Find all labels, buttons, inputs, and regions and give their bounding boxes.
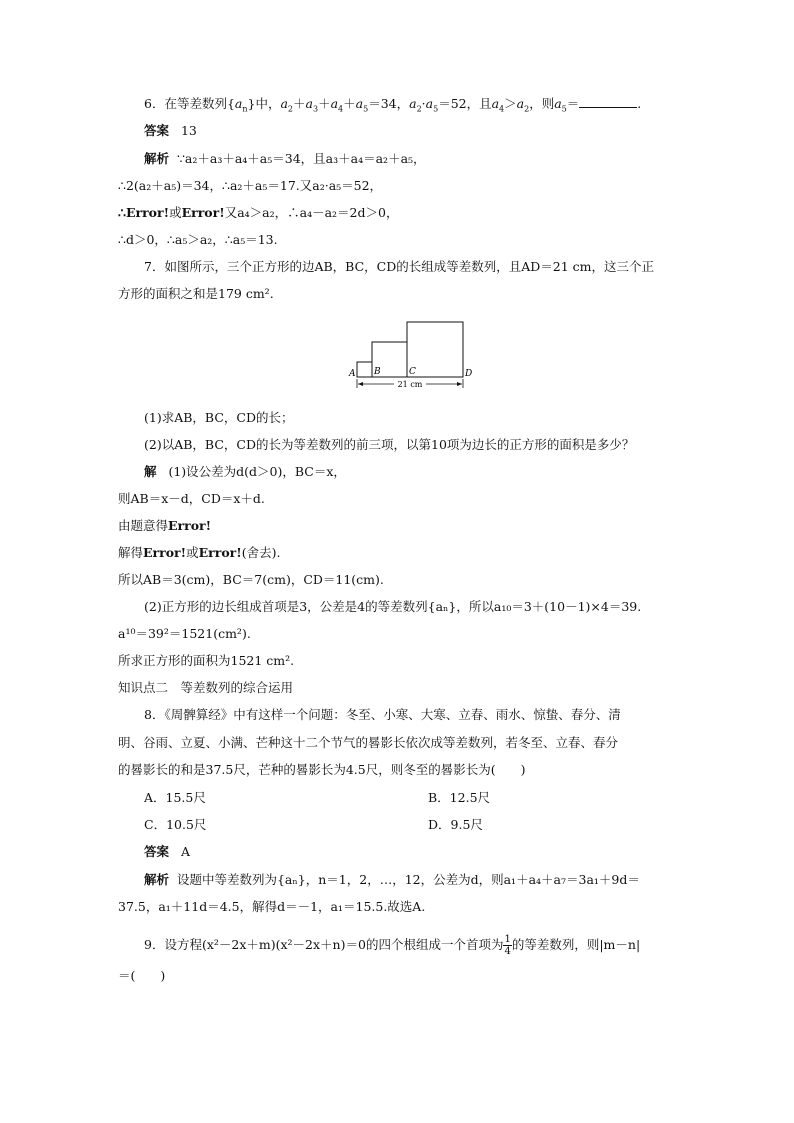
answer-label: 答案 [144,123,170,138]
q8-analysis-line2 [118,898,425,916]
squares-figure [340,318,480,390]
q7-stem-text1: 7．如图所示，三个正方形的边AB，BC，CD的长组成等差数列，且AD＝21 cm，这三个正 [144,259,655,274]
dim-arrow-left [358,382,363,386]
fraction-one-quarter [503,934,511,957]
q8-analysis-text1: 设题中等差数列为{aₙ}，n＝1，2，…，12，公差为d，则a₁＋a₄＋a₇＝3a₁＋9d＝ [176,872,640,887]
q7-solution-line5 [118,571,384,589]
q6-answer-blank [579,95,637,108]
fraction-numerator: 1 [504,934,511,945]
q8-options-row1 [144,789,206,807]
error-text: Error! [181,205,225,220]
q7-solution-line4 [118,544,280,562]
q8-stem-line3 [118,761,525,779]
q9-stem-text-b: 的等差数列，则|m－n| [511,937,641,952]
q8-stem-text1: 8．《周髀算经》中有这样一个问题：冬至、小寒、大寒、立春、雨水、惊蛰、春分、清 [144,707,621,722]
fraction-denominator: 4 [504,946,511,957]
q6-analysis-line3 [118,204,398,222]
q6-analysis-line2 [118,177,382,195]
q7-solution-line8 [118,652,294,670]
q8-analysis-text2: 37.5，a₁＋11d＝4.5，解得d＝－1，a₁＝15.5.故选A. [118,899,426,914]
q8-stem-text2: 明、谷雨、立夏、小满、芒种这十二个节气的晷影长依次成等差数列，若冬至、立春、春分 [118,735,619,750]
q7-solution-text4b: (舍去). [241,545,281,560]
point-d-label: D [465,369,473,379]
q7-solution-line1 [144,463,346,481]
q7-solution-text3: 由题意得 [118,518,169,533]
q6-analysis-line4 [118,231,278,249]
or-text: 或 [169,205,182,220]
q7-solution-text7: a¹⁰＝39²＝1521(cm²). [118,626,251,641]
q8-answer [144,843,190,861]
error-text: Error! [143,545,187,560]
q6-stem-text: 6．在等差数列$\{a_n\}$中，$a_2+a_3+a_4+a_5=34$，$a_2\cdot a_5=52$，且$a_4>a_2$，则$a_5=$ [144,96,580,114]
q7-solution-line2 [118,490,265,508]
error-text: ∴Error! [118,205,170,220]
q6-analysis-text2: ∴2(a₂＋a₅)＝34，∴a₂＋a₅＝17.又a₂·a₅＝52， [118,178,383,193]
q7-solution-line3 [118,517,211,535]
q8-option-b-wrap [428,789,490,807]
q7-solution-line7 [118,625,251,643]
q6-analysis-text4: ∴d＞0，∴a₅＞a₂，∴a₅＝13. [118,232,278,247]
section-title: 知识点二 等差数列的综合运用 [118,680,294,695]
q6-stem [144,95,641,119]
q8-stem-line2 [118,734,618,752]
q7-solution-text4a: 解得 [118,545,144,560]
option-c: C．10.5尺 [144,817,207,832]
point-c-label: C [409,367,416,377]
error-text: Error! [168,518,212,533]
dimension-label: 21 cm [397,380,423,389]
error-text: Error! [198,545,242,560]
q8-option-d-wrap [428,816,483,834]
q7-part1 [144,409,294,427]
q7-part2-text: (2)以AB，BC，CD的长为等差数列的前三项，以第10项为边长的正方形的面积是多少？ [144,437,635,452]
q7-stem-line1 [144,258,654,276]
q6-answer [144,122,197,140]
q7-solution-text6: (2)正方形的边长组成首项是3，公差是4的等差数列{aₙ}，所以a₁₀＝3＋(10－1)×4＝39. [144,599,642,614]
point-a-label: A [349,369,356,379]
answer-value: A [180,844,190,859]
q7-part1-text: (1)求AB，BC，CD的长； [144,410,294,425]
answer-label: 答案 [144,844,170,859]
q7-solution-text2: 则AB＝x－d，CD＝x＋d. [118,491,265,506]
dim-arrow-right [457,382,462,386]
q7-stem-text2: 方形的面积之和是179 cm². [118,286,274,301]
q9-stem-text-a: 9．设方程(x²－2x＋m)(x²－2x＋n)＝0的四个根组成一个首项为 [144,937,504,952]
q9-stem-text2: ＝( ) [118,968,166,983]
point-b-label: B [374,367,381,377]
q8-analysis-line1 [144,871,640,889]
solution-label: 解 [144,464,157,479]
option-b: B．12.5尺 [428,790,491,805]
square-ab [357,362,372,377]
option-a: A．15.5尺 [144,790,206,805]
q8-stem-line1 [144,706,621,724]
q8-options-row2 [144,816,206,834]
q6-stem-end: . [637,96,642,111]
q7-part2 [144,436,634,454]
q6-analysis-line1 [144,150,426,168]
or-text: 或 [186,545,199,560]
q9-stem-line1 [144,934,640,957]
analysis-label: 解析 [144,872,170,887]
q6-analysis-text3: 又a₄＞a₂，∴a₄－a₂＝2d＞0， [224,205,399,220]
section-heading [118,679,293,697]
answer-value: 13 [180,123,197,138]
q9-stem-line2 [118,967,165,985]
q7-stem-line2 [118,285,274,303]
q7-solution-line6 [144,598,641,616]
q7-solution-text8: 所求正方形的面积为1521 cm². [118,653,295,668]
q6-analysis-text1: ∵a₂＋a₃＋a₄＋a₅＝34，且a₃＋a₄＝a₂＋a₅， [176,151,426,166]
option-d: D．9.5尺 [428,817,483,832]
q7-solution-text5: 所以AB＝3(cm)，BC＝7(cm)，CD＝11(cm). [118,572,384,587]
q8-stem-text3: 的晷影长的和是37.5尺，芒种的晷影长为4.5尺，则冬至的晷影长为( ) [118,762,526,777]
analysis-label: 解析 [144,151,170,166]
q7-solution-text1: (1)设公差为d(d＞0)，BC＝x， [168,464,346,479]
